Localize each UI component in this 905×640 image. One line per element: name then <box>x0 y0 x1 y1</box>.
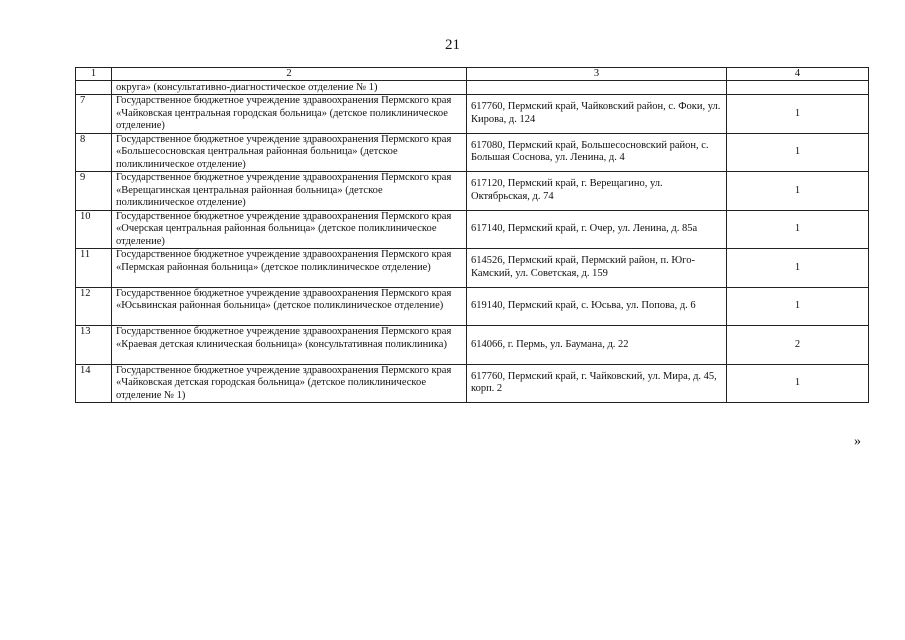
quantity-cell: 1 <box>727 210 869 249</box>
address-cell: 614066, г. Пермь, ул. Баумана, д. 22 <box>467 326 727 365</box>
column-header-2: 2 <box>112 68 467 81</box>
quantity-cell: 1 <box>727 249 869 288</box>
table-row <box>76 210 869 249</box>
institution-name-cell: Государственное бюджетное учреждение здравоохранения Пермского края «Чайковская центральная городская больница» (детское поликлиническое отделение) <box>112 95 467 134</box>
row-number-cell: 13 <box>76 326 112 365</box>
quantity-cell: 1 <box>727 364 869 403</box>
table-row <box>76 95 869 134</box>
table-row <box>76 364 869 403</box>
address-cell: 617760, Пермский край, Чайковский район, с. Фоки, ул. Кирова, д. 124 <box>467 95 727 134</box>
row-number-cell: 12 <box>76 287 112 326</box>
quantity-cell: 2 <box>727 326 869 365</box>
quantity-cell <box>727 81 869 95</box>
institution-name-cell: Государственное бюджетное учреждение здравоохранения Пермского края «Большесосновская центральная районная больница» (детское поликлиническое отделение) <box>112 133 467 172</box>
institution-name-cell: Государственное бюджетное учреждение здравоохранения Пермского края «Пермская районная больница» (детское поликлиническое отделение) <box>112 249 467 288</box>
table-row <box>76 172 869 211</box>
institution-name-cell: Государственное бюджетное учреждение здравоохранения Пермского края «Верещагинская центральная районная больница» (детское поликлиническое отделение) <box>112 172 467 211</box>
closing-quote-mark: » <box>854 434 861 449</box>
table-row-continuation <box>76 81 869 95</box>
table-row <box>76 249 869 288</box>
address-cell: 617120, Пермский край, г. Верещагино, ул. Октябрьская, д. 74 <box>467 172 727 211</box>
quantity-cell: 1 <box>727 172 869 211</box>
row-number-cell: 10 <box>76 210 112 249</box>
institutions-table <box>75 67 869 403</box>
institution-name-cell: Государственное бюджетное учреждение здравоохранения Пермского края «Очерская центральная районная больница» (детское поликлиническое отделение) <box>112 210 467 249</box>
institution-name-cell: Государственное бюджетное учреждение здравоохранения Пермского края «Краевая детская клиническая больница» (консультативная поликлиника) <box>112 326 467 365</box>
page-number: 21 <box>445 37 460 53</box>
address-cell: 617080, Пермский край, Большесосновский район, с. Большая Соснова, ул. Ленина, д. 4 <box>467 133 727 172</box>
institution-name-cell: Государственное бюджетное учреждение здравоохранения Пермского края «Юсьвинская районная больница» (детское поликлиническое отделение) <box>112 287 467 326</box>
address-cell <box>467 81 727 95</box>
institution-name-cell: Государственное бюджетное учреждение здравоохранения Пермского края «Чайковская детская городская больница» (детское поликлиническое отделение № 1) <box>112 364 467 403</box>
column-header-4: 4 <box>727 68 869 81</box>
row-number-cell: 9 <box>76 172 112 211</box>
row-number-cell <box>76 81 112 95</box>
table-row <box>76 287 869 326</box>
row-number-cell: 7 <box>76 95 112 134</box>
row-number-cell: 11 <box>76 249 112 288</box>
quantity-cell: 1 <box>727 95 869 134</box>
quantity-cell: 1 <box>727 133 869 172</box>
quantity-cell: 1 <box>727 287 869 326</box>
address-cell: 619140, Пермский край, с. Юсьва, ул. Попова, д. 6 <box>467 287 727 326</box>
table-row <box>76 326 869 365</box>
table-row <box>76 133 869 172</box>
address-cell: 614526, Пермский край, Пермский район, п. Юго-Камский, ул. Советская, д. 159 <box>467 249 727 288</box>
column-header-1: 1 <box>76 68 112 81</box>
column-header-3: 3 <box>467 68 727 81</box>
address-cell: 617760, Пермский край, г. Чайковский, ул. Мира, д. 45, корп. 2 <box>467 364 727 403</box>
institution-name-cell: округа» (консультативно-диагностическое отделение № 1) <box>112 81 467 95</box>
row-number-cell: 14 <box>76 364 112 403</box>
table-header-row <box>76 68 869 81</box>
address-cell: 617140, Пермский край, г. Очер, ул. Ленина, д. 85а <box>467 210 727 249</box>
row-number-cell: 8 <box>76 133 112 172</box>
